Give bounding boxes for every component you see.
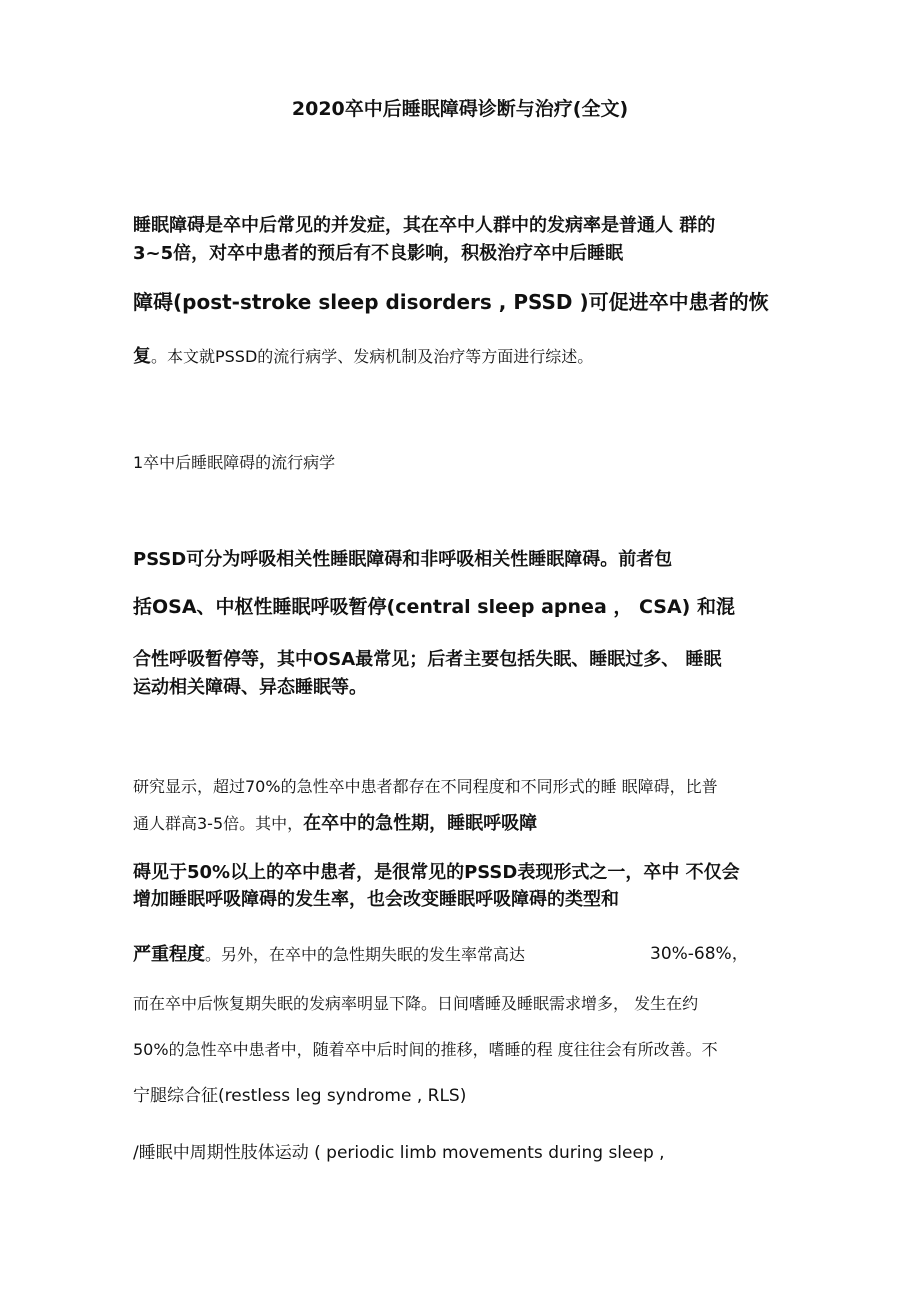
- p2-line-7: 50%的急性卒中患者中，随着卒中后时间的推移，嗜睡的程 度往往会有所改善。不: [133, 1040, 718, 1059]
- p1-line-4: 运动相关障碍、异态睡眠等。: [133, 677, 367, 698]
- p1-line-2: 括OSA、中枢性睡眠呼吸暂停(central sleep apnea ， CSA) 和混: [133, 596, 735, 618]
- section-heading: 1卒中后睡眠障碍的流行病学: [133, 453, 336, 472]
- intro-line-2: 3~5倍，对卒中患者的预后有不良影响，积极治疗卒中后睡眠: [133, 243, 624, 264]
- p1-line-3: 合性呼吸暂停等，其中OSA最常见；后者主要包括失眠、睡眠过多、 睡眠: [133, 649, 722, 670]
- p2-line-2: [133, 815, 537, 833]
- p2-line-8: 宁腿综合征(restless leg syndrome , RLS): [133, 1086, 467, 1106]
- insomnia-rate-value: 30%-68%，: [650, 944, 749, 964]
- intro-line-1: 睡眠障碍是卒中后常见的并发症，其在卒中人群中的发病率是普通人 群的: [133, 215, 716, 236]
- p2-line-5: [133, 946, 525, 964]
- p2-line-5-normal: 。另外，在卒中的急性期失眠的发生率常高达: [205, 945, 526, 964]
- page-title: 2020卒中后睡眠障碍诊断与治疗(全文): [291, 98, 629, 120]
- p2-line-3: 碍见于50%以上的卒中患者，是很常见的PSSD表现形式之一，卒中 不仅会: [133, 862, 740, 883]
- intro-line-3: 障碍(post-stroke sleep disorders , PSSD )可促进卒中患者的恢: [133, 290, 769, 314]
- p2-line-2-normal: 通人群高3-5倍。其中，: [133, 814, 304, 833]
- p2-line-5-bold: 严重程度: [133, 944, 205, 965]
- p2-line-2-bold: 在卒中的急性期，睡眠呼吸障: [303, 813, 538, 834]
- intro-line-4-bold: 复: [133, 346, 151, 367]
- intro-line-4: [133, 348, 593, 366]
- p2-line-6: 而在卒中后恢复期失眠的发病率明显下降。日间嗜睡及睡眠需求增多， 发生在约: [133, 994, 699, 1013]
- p1-line-1: PSSD可分为呼吸相关性睡眠障碍和非呼吸相关性睡眠障碍。前者包: [133, 549, 673, 570]
- p2-line-9: /睡眠中周期性肢体运动 ( periodic limb movements during sleep ,: [133, 1143, 665, 1163]
- p2-line-4: 增加睡眠呼吸障碍的发生率，也会改变睡眠呼吸障碍的类型和: [133, 889, 619, 910]
- intro-line-4-rest: 。本文就PSSD的流行病学、发病机制及治疗等方面进行综述。: [151, 347, 594, 366]
- p2-line-1: 研究显示，超过70%的急性卒中患者都存在不同程度和不同形式的睡 眠障碍，比普: [133, 777, 718, 796]
